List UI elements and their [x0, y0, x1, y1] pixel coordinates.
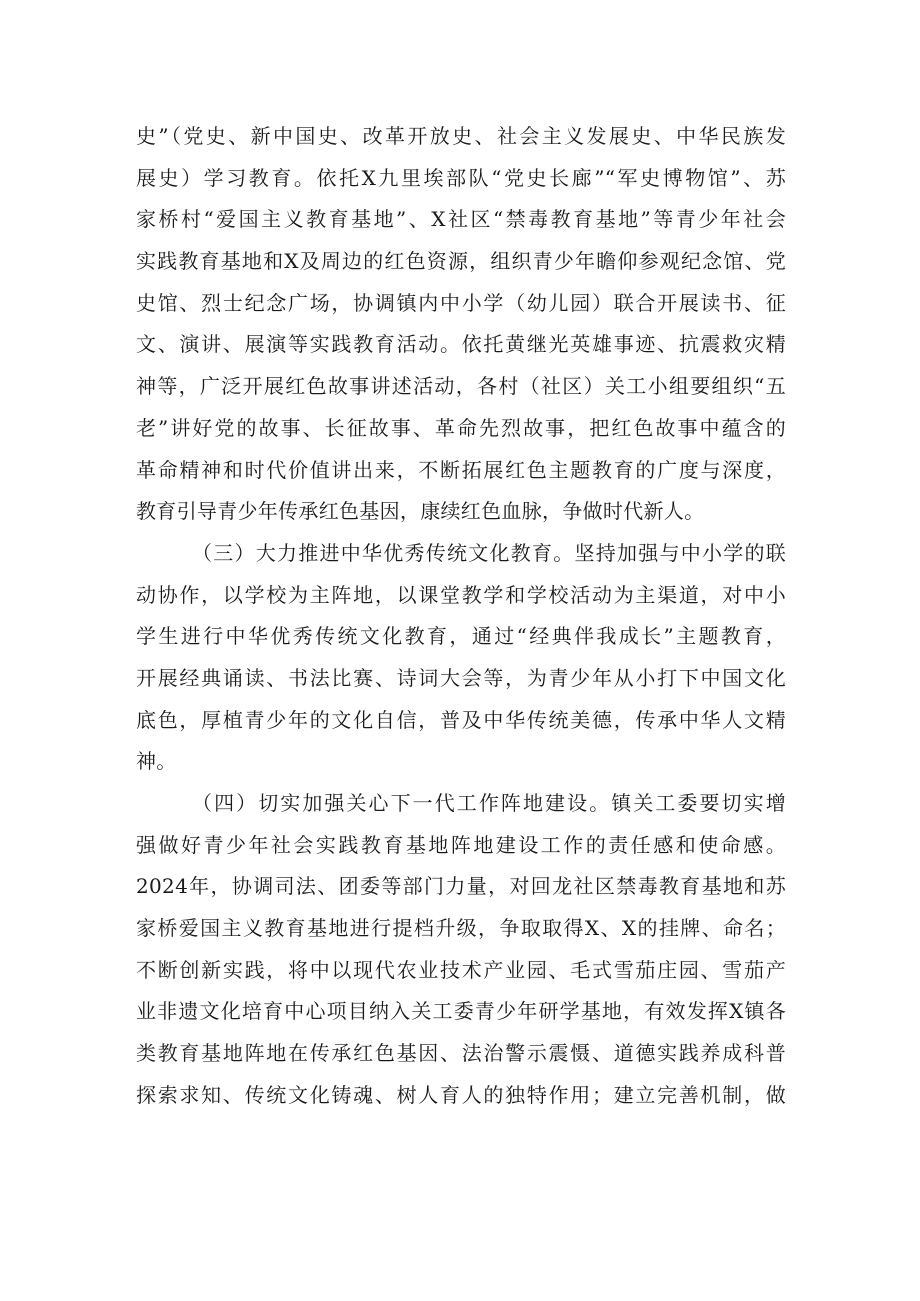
text-line: 实践教育基地和X及周边的红色资源，组织青少年瞻仰参观纪念馆、党	[136, 249, 786, 274]
text-line: 展史）学习教育。依托X九里埃部队“党史长廊”“军史博物馆”、苏	[136, 165, 786, 190]
text-line: 探索求知、传统文化铸魂、树人育人的独特作用；建立完善机制，做	[136, 1082, 786, 1107]
text-line: 学生进行中华优秀传统文化教育，通过“经典伴我成长”主题教育，	[136, 624, 786, 649]
section-heading-line: （三）大力推进中华优秀传统文化教育。坚持加强与中小学的联	[192, 540, 786, 565]
section-heading-line: （四）切实加强关心下一代工作阵地建设。镇关工委要切实增	[192, 791, 786, 815]
text-line: 类教育基地阵地在传承红色基因、法治警示震慑、道德实践养成科普	[136, 1041, 786, 1066]
text-line: 强做好青少年社会实践教育基地阵地建设工作的责任感和使命感。	[136, 832, 786, 857]
text-line: 底色，厚植青少年的文化自信，普及中华传统美德，传承中华人文精	[136, 707, 786, 732]
text-line: 业非遗文化培育中心项目纳入关工委青少年研学基地，有效发挥X镇各	[136, 999, 786, 1024]
paragraph-traditional-culture	[136, 533, 786, 783]
text-line: 2024年，协调司法、团委等部门力量，对回龙社区禁毒教育基地和苏	[136, 874, 786, 899]
text-line: 不断创新实践，将中以现代农业技术产业园、毛式雪茄庄园、雪茄产	[136, 957, 786, 982]
paragraph-base-construction	[136, 783, 786, 1117]
text-line: 动协作，以学校为主阵地，以课堂教学和学校活动为主渠道，对中小	[136, 582, 786, 607]
text-line: 家桥村“爱国主义教育基地”、X社区“禁毒教育基地”等青少年社会	[136, 207, 786, 232]
paragraph-red-education	[136, 116, 786, 533]
text-line: 神等，广泛开展红色故事讲述活动，各村（社区）关工小组要组织“五	[136, 374, 786, 399]
text-line: 家桥爱国主义教育基地进行提档升级，争取取得X、X的挂牌、命名；	[136, 916, 786, 941]
text-line: 史馆、烈士纪念广场，协调镇内中小学（幼儿园）联合开展读书、征	[136, 290, 786, 315]
text-line: 史”（党史、新中国史、改革开放史、社会主义发展史、中华民族发	[136, 124, 786, 148]
text-line: 开展经典诵读、书法比赛、诗词大会等，为青少年从小打下中国文化	[136, 665, 786, 690]
text-line: 神。	[136, 749, 177, 774]
document-body	[136, 116, 786, 1117]
text-line: 教育引导青少年传承红色基因，康续红色血脉，争做时代新人。	[136, 499, 705, 524]
text-line: 文、演讲、展演等实践教育活动。依托黄继光英雄事迹、抗震救灾精	[136, 332, 786, 357]
text-line: 革命精神和时代价值讲出来，不断拓展红色主题教育的广度与深度，	[136, 457, 786, 482]
text-line: 老”讲好党的故事、长征故事、革命先烈故事，把红色故事中蕴含的	[136, 415, 786, 440]
